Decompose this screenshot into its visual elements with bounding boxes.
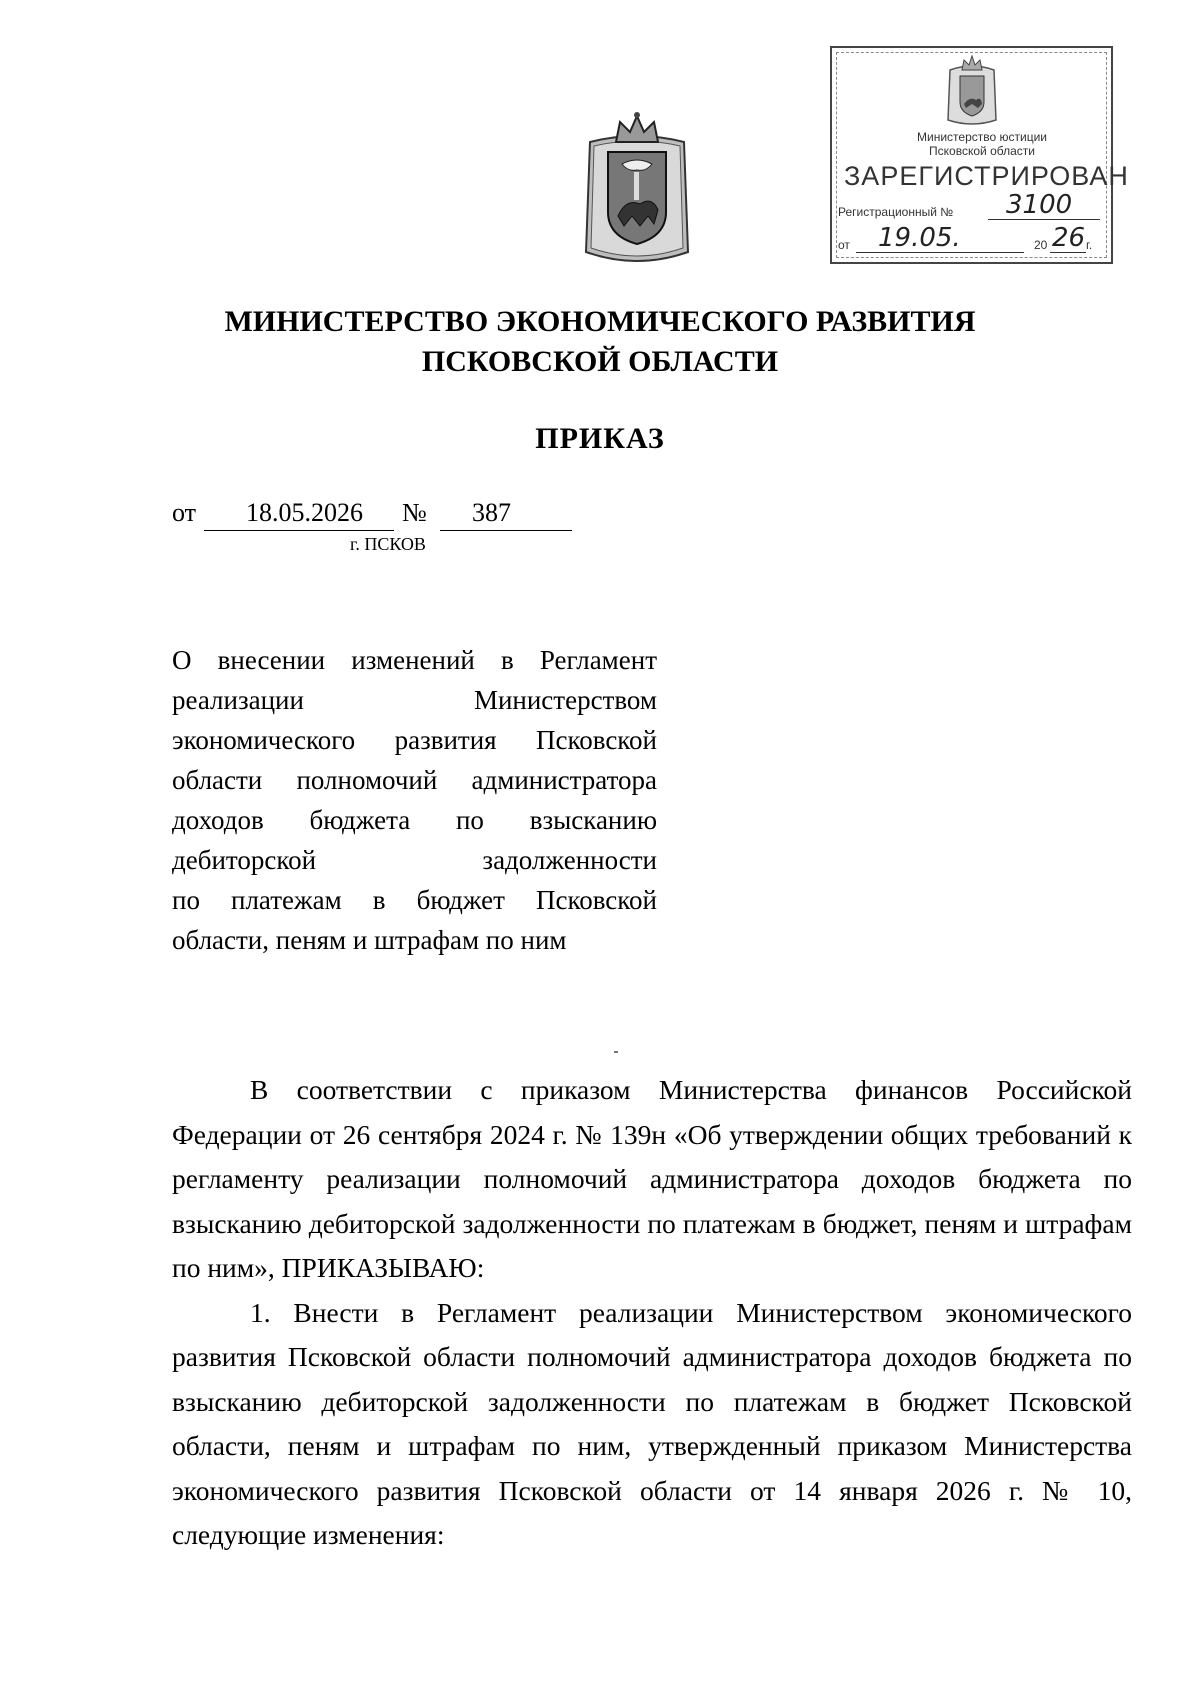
ministry-heading-line2: ПСКОВСКОЙ ОБЛАСТИ xyxy=(421,345,779,378)
stamp-reg-label: Регистрационный № xyxy=(838,205,954,219)
stamp-date-handwritten: 19.05. xyxy=(878,223,961,253)
subject-line: области, пеням и штрафам по ним xyxy=(172,925,567,955)
body-paragraph: В соответствии с приказом Министерства финансов Российской Федерации от 26 сентября 2024 г. № 139н «Об утверждении общих требований к регламенту реализации полномочий администратора доходов бюджета по взысканию дебиторской задолженности по платежам в бюджет, пеням и штрафам по ним», ПРИКАЗЫВАЮ: xyxy=(172,1074,1132,1283)
stamp-reg-number: 3100 xyxy=(1006,190,1073,220)
subject-line: по платежам в бюджет Псковской xyxy=(172,885,657,915)
stamp-year-prefix: 20 xyxy=(1034,238,1048,252)
stamp-ministry-name xyxy=(882,130,1082,158)
stamp-coat-of-arms-icon xyxy=(944,54,1000,128)
stamp-year-handwritten: 26 xyxy=(1052,223,1086,253)
document-type-title: ПРИКАЗ xyxy=(535,422,665,455)
stamp-registration-row xyxy=(838,190,1103,220)
stamp-date-row xyxy=(838,223,1103,253)
subject-line: дебиторской задолженности xyxy=(172,845,657,875)
date-prefix: от xyxy=(172,498,197,527)
coat-of-arms-icon xyxy=(582,112,692,270)
order-date: 18.05.2026 xyxy=(246,498,363,527)
subject-line: доходов бюджета по взысканию xyxy=(172,805,657,835)
city-label: г. ПСКОВ xyxy=(350,534,426,554)
body-paragraph: 1. Внести в Регламент реализации Министерством экономического развития Псковской области полномочий администратора доходов бюджета по взысканию дебиторской задолженности по платежам в бюджет Псковской области, пеням и штрафам по ним, утвержденный приказом Министерства экономического развития Псковской области от 14 января 2026 г. № 10, следующие изменения: xyxy=(172,1296,1132,1550)
subject-line: области полномочий администратора xyxy=(172,765,657,795)
order-number: 387 xyxy=(472,498,511,527)
order-subject xyxy=(172,640,657,960)
stamp-ministry-line2: Псковской области xyxy=(929,144,1035,158)
date-underline xyxy=(204,530,394,531)
registration-stamp xyxy=(830,46,1129,264)
subject-line: экономического развития Псковской xyxy=(172,725,657,755)
stamp-ministry-line1: Министерство юстиции xyxy=(917,130,1047,144)
scan-artifact xyxy=(614,1051,618,1053)
number-underline xyxy=(440,530,572,531)
number-prefix: № xyxy=(402,498,427,527)
stamp-date-prefix: от xyxy=(838,238,850,252)
order-body xyxy=(172,1068,1132,1558)
ministry-heading xyxy=(150,302,1050,382)
subject-line: реализации Министерством xyxy=(172,685,657,715)
stamp-year-end: г. xyxy=(1086,238,1093,252)
ministry-heading-line1: МИНИСТЕРСТВО ЭКОНОМИЧЕСКОГО РАЗВИТИЯ xyxy=(224,305,976,338)
subject-line: О внесении изменений в Регламент xyxy=(172,645,657,675)
stamp-status: ЗАРЕГИСТРИРОВАН xyxy=(844,161,1129,191)
